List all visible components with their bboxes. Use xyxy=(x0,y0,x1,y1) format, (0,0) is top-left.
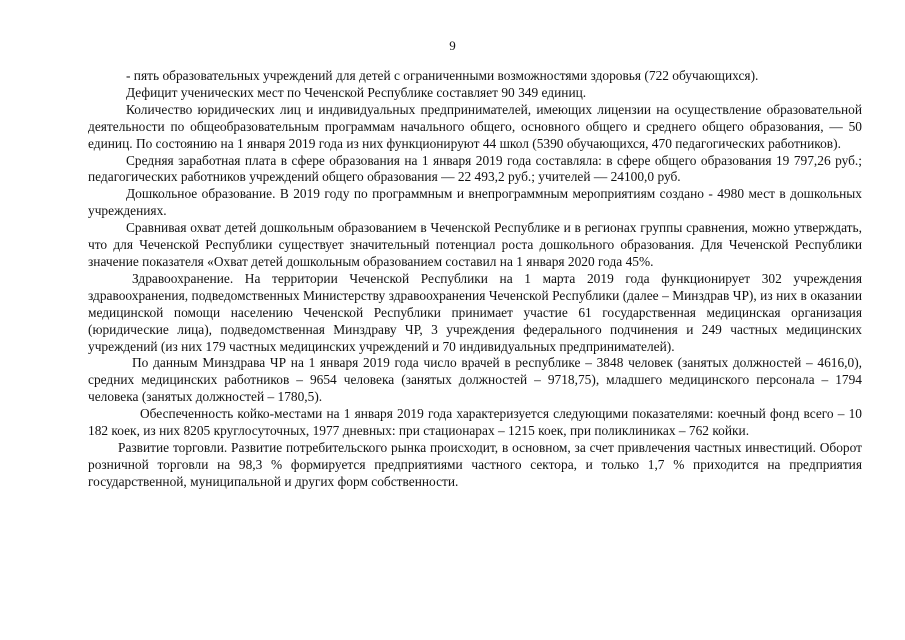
paragraph-licensed-organizations: Количество юридических лиц и индивидуальных предпринимателей, имеющих лицензии на осуществление образовательной деятельности по общеобразовательным программам начального общего, основного общего и среднего общего образования, — 50 единиц. По состоянию на 1 января 2019 года из них функционируют 44 школ (5390 обучающихся, 470 педагогических работников). xyxy=(88,101,862,151)
paragraph-preschool-education: Дошкольное образование. В 2019 году по программным и внепрограммным мероприятиям создано - 4980 мест в дошкольных учреждениях. xyxy=(88,186,862,219)
paragraph-hospital-beds: Обеспеченность койко-местами на 1 января 2019 года характеризуется следующими показателями: коечный фонд всего – 10 182 коек, из них 8205 круглосуточных, 1977 дневных: при стационарах – 1215 коек, при поликлиниках – 762 койки. xyxy=(88,406,862,439)
paragraph-trade-development: Развитие торговли. Развитие потребительского рынка происходит, в основном, за счет привлечения частных инвестиций. Оборот розничной торговли на 98,3 % формируется предприятиями частного сектора, и только 1,7 % приходится на предприятия государственной, муниципальной и других форм собственности. xyxy=(88,439,862,489)
paragraph-average-salary: Средняя заработная плата в сфере образования на 1 января 2019 года составляла: в сфере общего образования 19 797,26 руб.; педагогических работников учреждений общего образования — 22 493,2 руб.; учителей — 24100,0 руб. xyxy=(88,152,862,185)
page-number: 9 xyxy=(449,38,456,53)
paragraph-medical-staff: По данным Минздрава ЧР на 1 января 2019 года число врачей в республике – 3848 человек (занятых должностей – 4616,0), средних медицинских работников – 9654 человека (занятых должностей – 9718,75), младшего медицинского персонала – 1794 человека (занятых должностей – 1780,5). xyxy=(88,355,862,405)
paragraph-special-schools: - пять образовательных учреждений для детей с ограниченными возможностями здоровья (722 обучающихся). xyxy=(126,68,759,83)
paragraph-preschool-comparison: Сравнивая охват детей дошкольным образованием в Чеченской Республике и в регионах группы сравнения, можно утверждать, что для Чеченской Республики существует значительный потенциал роста дошкольного образования. Для Чеченской Республики значение показателя «Охват детей дошкольным образованием составил на 1 января 2020 года 45%. xyxy=(88,220,862,269)
paragraph-student-places-deficit: Дефицит ученических мест по Чеченской Республике составляет 90 349 единиц. xyxy=(126,84,587,100)
document-body xyxy=(88,68,862,491)
paragraph-healthcare: Здравоохранение. На территории Чеченской Республики на 1 марта 2019 года функционирует 302 учреждения здравоохранения, подведомственных Министерству здравоохранения Чеченской Республики (далее – Минздрав ЧР), из них в оказании медицинской помощи населению Чеченской Республики принимает участие 61 государственная медицинская организация (юридические лица), подведомственная Минздраву ЧР, 3 учреждения федерального подчинения и 249 частных медицинских учреждений (из них 179 частных медицинских учреждений и 70 индивидуальных предпринимателей). xyxy=(88,270,862,354)
